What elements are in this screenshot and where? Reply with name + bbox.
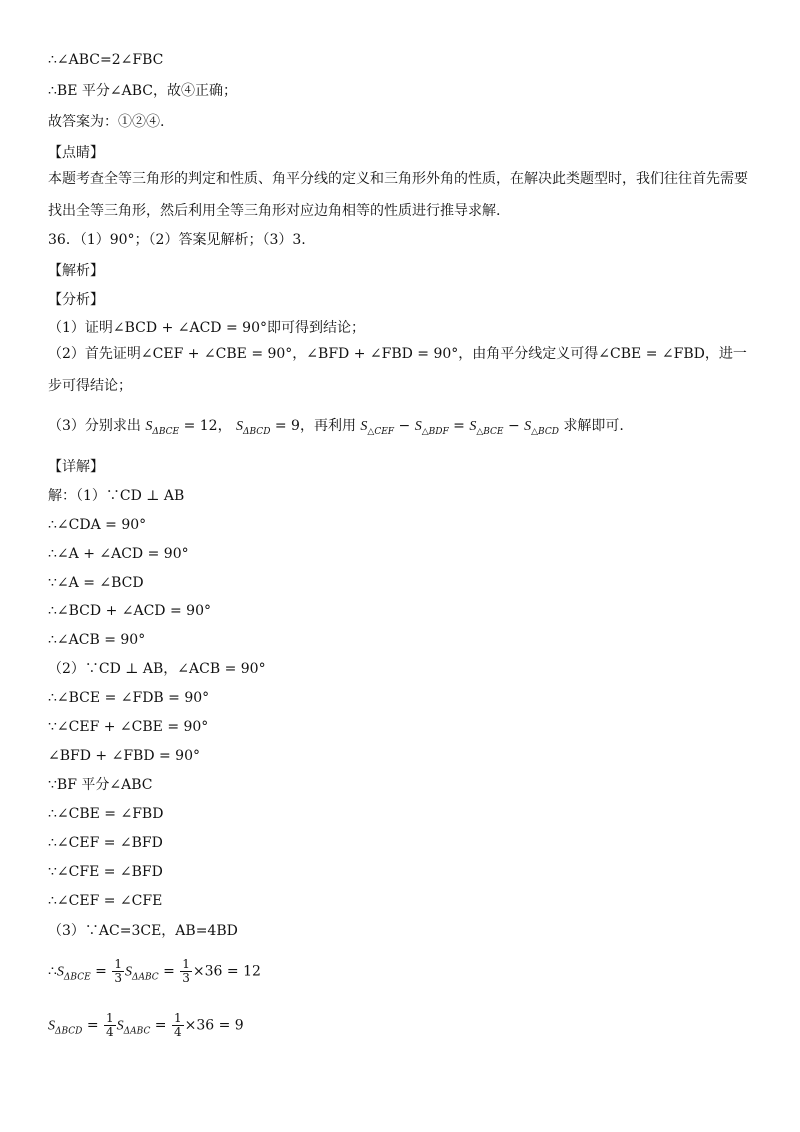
fraction-numerator: 1 [114, 957, 122, 971]
eq2-s-sub: ΔBCD [55, 1026, 83, 1037]
line-cef-cfe: ∴∠CEF = ∠CFE [48, 893, 163, 909]
paragraph-analysis-2: （2）首先证明∠CEF + ∠CBE = 90°，∠BFD + ∠FBD = 90°，由角平分线定义可得∠CBE = ∠FBD，进一步可得结论； [48, 346, 747, 394]
line-bce-fdb-90: ∴∠BCE = ∠FDB = 90° [48, 690, 210, 706]
heading-xiangjie: 【详解】 [48, 459, 104, 475]
eq1-equals-2: = [158, 963, 180, 980]
line-be-bisects: ∴BE 平分∠ABC，故④正确； [48, 83, 237, 99]
equation-area-bcd [48, 1012, 244, 1045]
area-bce-value: = 12 [179, 418, 218, 434]
eq1-s2-sub: ΔABC [131, 972, 159, 983]
heading-dianjing: 【点睛】 [48, 145, 104, 161]
fraction-one-third [112, 958, 124, 985]
fraction-one-quarter [104, 1012, 116, 1039]
fraction-numerator: 1 [106, 1011, 114, 1025]
eq2-equals-2: = [150, 1017, 171, 1034]
eq1-s-sub: ΔBCE [63, 972, 91, 983]
fraction-numerator: 1 [173, 1011, 182, 1025]
minus-2: − [503, 418, 525, 434]
area-bcd-sub: ΔBCD [243, 427, 271, 437]
line-cbe-fbd: ∴∠CBE = ∠FBD [48, 806, 164, 822]
area-bce2-symbol: S [469, 419, 477, 434]
line-q36-answers: 36．（1）90°；（2）答案见解析；（3）3. [48, 232, 306, 248]
area-bcd-value: = 9 [270, 418, 300, 434]
line-bcd-acd-90: ∴∠BCD + ∠ACD = 90° [48, 603, 211, 619]
eq2-s: S [48, 1018, 55, 1034]
fraction-denominator: 4 [106, 1025, 114, 1039]
eq1-s2: S [124, 964, 132, 980]
area-bcd2-sub: △BCD [531, 427, 559, 437]
eq1-therefore: ∴ [48, 963, 57, 980]
heading-jiexi: 【解析】 [48, 263, 104, 279]
line-analysis-1: （1）证明∠BCD + ∠ACD = 90°即可得到结论； [48, 320, 365, 336]
line-cef-bfd: ∴∠CEF = ∠BFD [48, 835, 163, 851]
equals-1: = [448, 418, 470, 434]
paragraph-summary: 本题考查全等三角形的判定和性质、角平分线的定义和三角形外角的性质，在解决此类题型时，我们往往首先需要找出全等三角形，然后利用全等三角形对应边角相等的性质进行推导求解. [48, 171, 748, 219]
area-bdf-sub: △BDF [421, 427, 449, 437]
area-bce2-sub: △BCE [476, 427, 504, 437]
area-bce-sub: ΔBCE [152, 427, 180, 437]
line-answer: 故答案为：①②④. [48, 114, 165, 130]
fraction-one-quarter-2 [172, 1012, 184, 1039]
area-bcd2-symbol: S [524, 419, 532, 434]
analysis3-mid: ，再利用 [299, 418, 356, 434]
line-abc-2fbc: ∴∠ABC=2∠FBC [48, 52, 164, 68]
area-bce-symbol: S [145, 419, 153, 434]
line-cef-cbe-90: ∵∠CEF + ∠CBE = 90° [48, 719, 209, 735]
eq1-s: S [56, 964, 64, 980]
line-analysis-3 [48, 416, 624, 442]
line-cfe-bfd: ∵∠CFE = ∠BFD [48, 864, 163, 880]
fraction-one-third-2 [180, 958, 192, 985]
fraction-denominator: 3 [182, 971, 190, 985]
line-bfd-fbd-90: ∠BFD + ∠FBD = 90° [48, 748, 200, 764]
area-bdf-symbol: S [414, 419, 422, 434]
area-cef-symbol: S [360, 419, 368, 434]
eq2-s2: S [116, 1018, 124, 1034]
area-bcd-symbol: S [236, 419, 244, 434]
minus-1: − [394, 418, 415, 434]
equation-area-bce [48, 958, 261, 991]
fraction-denominator: 4 [173, 1025, 182, 1039]
analysis3-prefix: （3）分别求出 [48, 418, 141, 434]
area-cef-sub: △CEF [367, 427, 395, 437]
line-sol3-start: （3）∵AC=3CE，AB=4BD [48, 923, 238, 939]
eq2-result: ×36 = 9 [184, 1017, 244, 1034]
line-bf-bisects: ∵BF 平分∠ABC [48, 777, 153, 793]
fraction-numerator: 1 [182, 957, 190, 971]
analysis3-suffix: 求解即可. [563, 418, 624, 434]
eq1-equals: = [90, 963, 112, 980]
line-acb-90: ∴∠ACB = 90° [48, 632, 146, 648]
line-a-acd-90: ∴∠A + ∠ACD = 90° [48, 546, 189, 562]
fraction-denominator: 3 [114, 971, 122, 985]
heading-fenxi: 【分析】 [48, 292, 104, 308]
line-sol2-start: （2）∵CD ⊥ AB，∠ACB = 90° [48, 661, 266, 677]
line-cda-90: ∴∠CDA = 90° [48, 517, 147, 533]
line-a-bcd: ∵∠A = ∠BCD [48, 575, 144, 591]
eq2-s2-sub: ΔABC [123, 1026, 151, 1037]
eq2-equals: = [82, 1017, 104, 1034]
eq1-result: ×36 = 12 [192, 963, 261, 980]
line-sol1-start: 解：（1）∵CD ⊥ AB [48, 488, 185, 504]
analysis3-comma: ， [217, 418, 232, 434]
